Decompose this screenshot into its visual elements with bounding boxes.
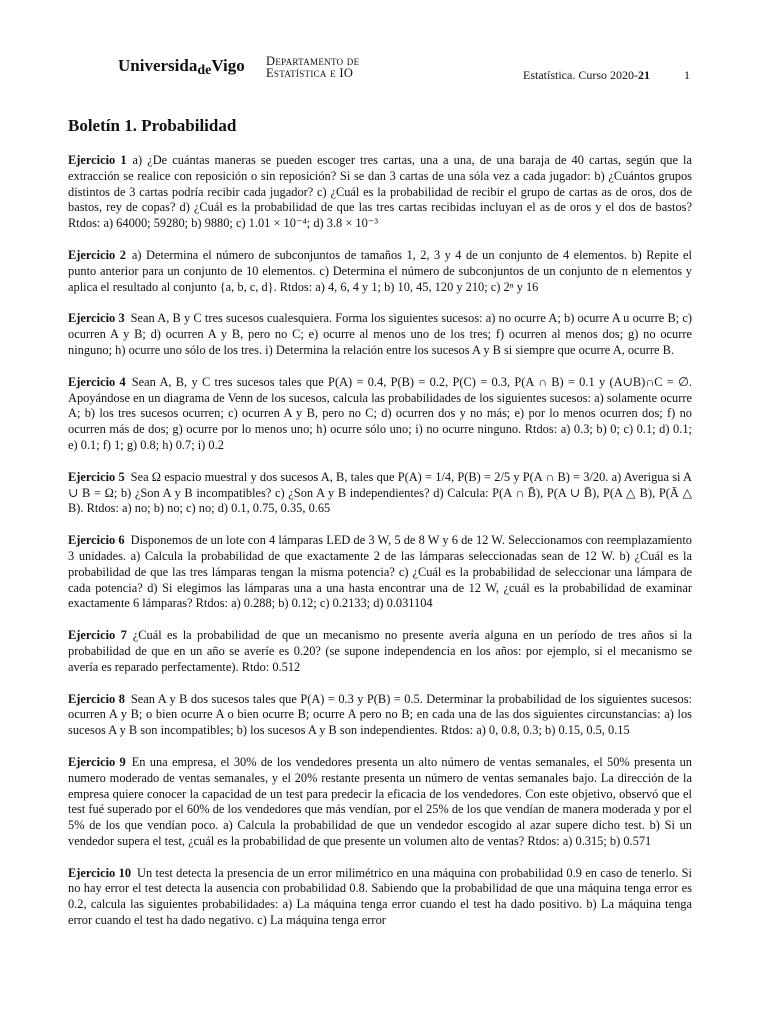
exercise-7	[68, 628, 692, 675]
exercise-label: Ejercicio 6	[68, 533, 125, 548]
exercise-text: a) ¿De cuántas maneras se pueden escoger tres cartas, una a una, de una baraja de 40 cartas, según que la extracción se realice con reposición o sin reposición? Si se dan 3 cartas de una sóla vez a cada jugador: b) ¿Cuántos grupos distintos de 3 cartas podría recibir cada jugador? c) ¿Cuál es la probabilidad de recibir el grupo de cartas as de oros, dos de bastos, rey de copas? d) ¿Cuál es la probabilidad de que las tres cartas recibidas incluyan el as de oros y el dos de bastos? Rtdos: a) 64000; 59280; b) 9880; c) 1.01 × 10⁻⁴; d) 3.8 × 10⁻³	[68, 153, 692, 231]
exercise-label: Ejercicio 1	[68, 153, 127, 167]
exercise-10	[68, 866, 692, 929]
exercise-text: Sean A, B, y C tres sucesos tales que P(A) = 0.4, P(B) = 0.2, P(C) = 0.3, P(A ∩ B) = 0.1 y (A∪B)∩C = ∅. Apoyándose en un diagrama de Venn de los sucesos, calcula las probabilidades de los siguientes sucesos: a) solamente ocurre A; b) los tres sucesos ocurren; c) ocurren A y B, pero no C; d) ocurren dos y no más; e) por lo menos ocurren dos; f) no ocurren más de dos; g) ocurre por lo menos uno; h) ocurre sólo uno; i) no ocurre ninguno. Rtdos: a) 0.3; b) 0; c) 0.1; d) 0.1; e) 0.1; f) 1; g) 0.8; h) 0.7; i) 0.2	[68, 374, 692, 452]
exercise-label: Ejercicio 7	[68, 628, 127, 643]
exercise-text: Sea Ω espacio muestral y dos sucesos A, B, tales que P(A) = 1/4, P(B) = 2/5 y P(A ∩ B) = 3/20. a) Averigua si A ∪ B = Ω; b) ¿Son A y B incompatibles? c) ¿Son A y B independientes? d) Calcula: P(A ∩ B̄), P(A ∪ B̄), P(A △ B), P(Ā △ B). Rtdos: a) no; b) no; c) no; d) 0.1, 0.75, 0.35, 0.65	[68, 469, 692, 516]
exercise-label: Ejercicio 2	[68, 247, 126, 262]
exercise-4	[68, 375, 692, 454]
department-name: Departamento de Estatística e IO	[266, 54, 360, 80]
exercise-8	[68, 692, 692, 739]
exercise-label: Ejercicio 10	[68, 865, 132, 880]
exercise-text: ¿Cuál es la probabilidad de que un mecanismo no presente avería alguna en un período de tres años si la probabilidad de que en un año se averíe es 0.20? (se supone independencia en los años: por ejemplo, si el mecanismo se avería es reparado perfectamente). Rtdo: 0.512	[68, 628, 692, 674]
exercise-text: Disponemos de un lote con 4 lámparas LED de 3 W, 5 de 8 W y 6 de 12 W. Seleccionamos con reemplazamiento 3 unidades. a) Calcula la probabilidad de que exactamente 2 de las lámparas seleccionadas sean de 12 W. b) ¿Cuál es la probabilidad de que las tres lámparas tengan la misma potencia? c) ¿Cuál es la probabilidad de seleccionar una lámpara de cada potencia? d) Si elegimos las lámparas una a una hasta encontrar una de 12 W, ¿cuál es la probabilidad de examinar exactamente 6 lámparas? Rtdos: a) 0.288; b) 0.12; c) 0.2133; d) 0.031104	[68, 533, 692, 611]
exercise-label: Ejercicio 4	[68, 374, 126, 389]
course-info: Estatística. Curso 2020-21	[523, 68, 650, 82]
exercise-label: Ejercicio 9	[68, 754, 126, 769]
exercise-label: Ejercicio 8	[68, 691, 125, 706]
exercise-text: Sean A, B y C tres sucesos cualesquiera. Forma los siguientes sucesos: a) no ocurre A; b) ocurre A u ocurre B; c) ocurren A y B; d) ocurren A y B, pero no C; e) ocurre al menos uno de los tres; f) ocurren al menos dos; g) no ocurre ninguno; h) ocurre uno sólo de los tres. i) Determina la relación entre los sucesos A y B si siempre que ocurre A, ocurre B.	[68, 311, 692, 357]
exercise-5	[68, 470, 692, 517]
exercise-6	[68, 533, 692, 612]
document-title: Boletín 1. Probabilidad	[68, 116, 237, 135]
page-header	[68, 52, 690, 92]
exercise-label: Ejercicio 3	[68, 311, 125, 326]
exercise-text: a) Determina el número de subconjuntos de tamaños 1, 2, 3 y 4 de un conjunto de 4 elementos. b) Repite el punto anterior para un conjunto de 10 elementos. c) Determina el número de subconjuntos de un conjunto de n elementos y aplica el resultado al conjunto {a, b, c, d}. Rtdos: a) 4, 6, 4 y 1; b) 10, 45, 120 y 210; c) 2ⁿ y 16	[68, 247, 692, 294]
exercise-text: Un test detecta la presencia de un error milimétrico en una máquina con probabilidad 0.9 en caso de tenerlo. Si no hay error el test detecta la ausencia con probabilidad 0.8. Sabiendo que la probabilidad de que una máquina tenga error es 0.2, calcula las siguientes probabilidades: a) La máquina tenga error cuando el test ha dado positivo. b) La máquina tenga error cuando el test ha dado negativo. c) La máquina tenga error	[68, 865, 693, 928]
document-body	[68, 116, 692, 945]
exercise-9	[68, 755, 692, 850]
exercise-2	[68, 248, 692, 295]
exercise-text: Sean A y B dos sucesos tales que P(A) = 0.3 y P(B) = 0.5. Determinar la probabilidad de los siguientes sucesos: ocurren A y B; o bien ocurre A o bien ocurre B; ocurre A pero no B; en cada una de las dos siguientes circunstancias: a) los sucesos A y B son incompatibles; b) los sucesos A y B son independientes. Rtdos: a) 0, 0.8, 0.3; b) 0.15, 0.5, 0.15	[68, 691, 692, 738]
exercise-text: En una empresa, el 30% de los vendedores presenta un alto número de ventas semanales, el 50% presenta un numero moderado de ventas semanales, y el 20% restante presenta un número de ventas semanales bajo. La dirección de la empresa quiere conocer la capacidad de un test para predecir la eficacia de los vendedores. Con este objetivo, observó que el test fué superado por el 60% de los vendedores que más vendían, por el 25% de los que vendían de manera moderada y por el 5% de los que vendían poco. a) Calcula la probabilidad de que un vendedor escogido al azar supere dicho test. b) Si un vendedor supera el test, ¿cuál es la probabilidad de que presente un volumen alto de ventas? Rtdos: a) 0.315; b) 0.571	[68, 754, 692, 848]
exercise-label: Ejercicio 5	[68, 469, 125, 484]
university-logo: UniversidadeVigo	[118, 56, 245, 78]
page-number: 1	[684, 68, 690, 82]
exercise-3	[68, 311, 692, 358]
exercise-1	[68, 153, 692, 232]
